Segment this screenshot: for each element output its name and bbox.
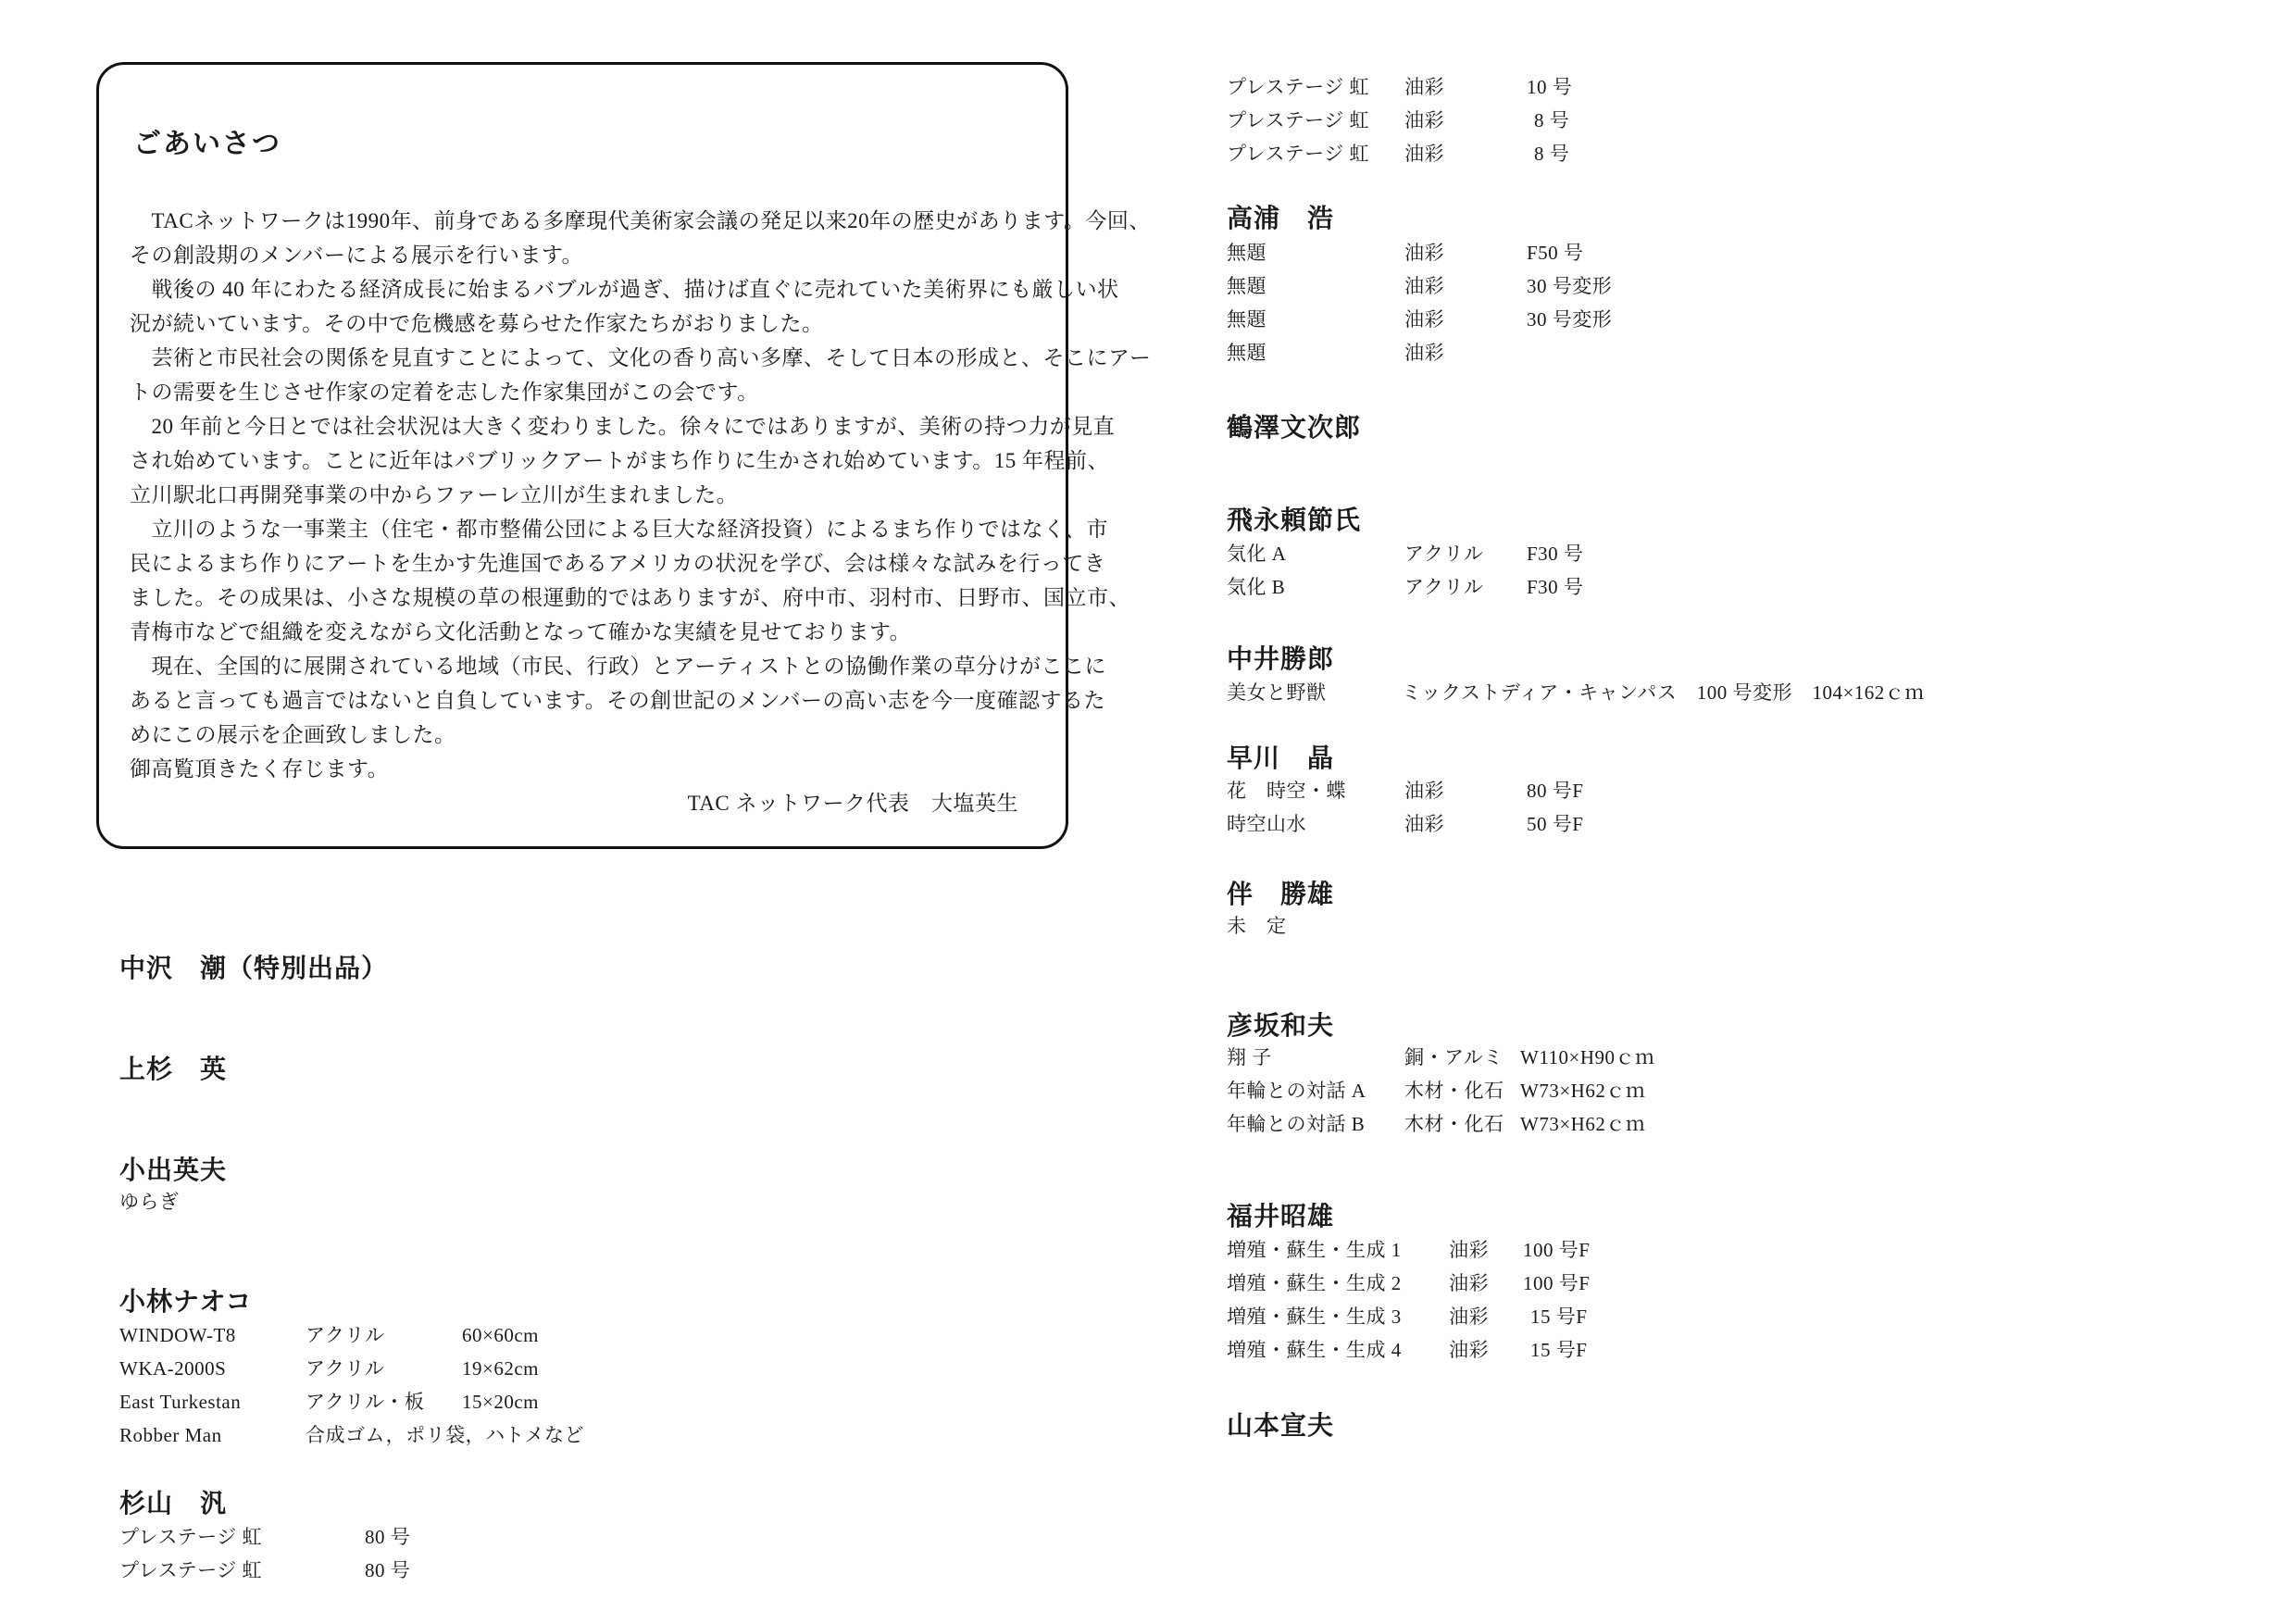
greeting-line: あると言っても過言ではないと自負しています。その創世記のメンバーの高い志を今一度確認するた [130, 689, 1106, 712]
work-title: 気化 B [1227, 576, 1286, 598]
work-row [1227, 774, 1583, 807]
works-sugiyama [119, 1520, 410, 1587]
work-medium: 油彩 [1449, 1239, 1489, 1261]
work-row [1227, 104, 1572, 137]
greeting-line: 戦後の 40 年にわたる経済成長に始まるバブルが過ぎ、描けば直ぐに売れていた美術界にも厳しい状 [130, 278, 1119, 301]
work-title: WKA-2000S [119, 1357, 227, 1380]
work-size: 30 号変形 [1527, 308, 1613, 331]
works-tobinaga [1227, 537, 1583, 604]
work-title: 無題 [1227, 342, 1267, 364]
work-size [1527, 336, 1612, 369]
work-row [1227, 1267, 1590, 1300]
work-size: F50 号 [1527, 242, 1584, 264]
work-size: W110×H90ｃｍ [1520, 1046, 1655, 1068]
work-medium: 油彩 [1404, 813, 1444, 835]
work-medium: 油彩 [1404, 76, 1444, 98]
work-size: 15 号F [1530, 1305, 1588, 1328]
work-title: 無題 [1227, 242, 1267, 264]
work-row [1227, 570, 1583, 604]
greeting-line: 青梅市などで組織を変えながら文化活動となって確かな実績を見せております。 [130, 620, 912, 643]
work-row [1227, 70, 1572, 104]
greeting-line: 民によるまち作りにアートを生かす先進国であるアメリカの状況を学び、会は様々な試みを行ってき [130, 552, 1106, 575]
work-row [119, 1352, 584, 1385]
work-medium: 油彩 [1449, 1305, 1489, 1328]
works-takaura [1227, 236, 1612, 369]
work-medium: 油彩 [1404, 780, 1444, 802]
work-row [1227, 1233, 1590, 1267]
work-medium: 油彩 [1449, 1272, 1489, 1294]
work-medium: 油彩 [1404, 143, 1444, 165]
artist-name-yamamoto: 山本宣夫 [1227, 1411, 1335, 1440]
work-title: Robber Man [119, 1424, 222, 1446]
work-size: 100 号F [1523, 1272, 1591, 1294]
work-size: 8 号 [1534, 143, 1570, 165]
work-title: 無題 [1227, 308, 1267, 331]
work-medium: 合成ゴム，ポリ袋，ハトメなど [306, 1424, 584, 1446]
greeting-line: 20 年前と今日とでは社会状況は大きく変わりました。徐々にではありますが、美術の持つ力が見直 [130, 415, 1116, 438]
greeting-line: トの需要を生じさせ作家の定着を志した作家集団がこの会です。 [130, 381, 759, 404]
work-title: 増殖・蘇生・生成 4 [1227, 1339, 1402, 1361]
greeting-box [96, 62, 1152, 849]
greeting-line: めにこの展示を企画致しました。 [130, 723, 456, 746]
work-size: 30 号変形 [1527, 275, 1613, 297]
work-size: 100 号F [1523, 1239, 1591, 1261]
work-size: 80 号F [1527, 780, 1584, 802]
work-title: 無題 [1227, 275, 1267, 297]
work-medium: 油彩 [1404, 109, 1444, 131]
work-medium: アクリル [1404, 576, 1484, 598]
work-medium: 油彩 [1449, 1339, 1489, 1361]
works-hikosaka [1227, 1041, 1655, 1141]
work-medium: アクリル・板 [306, 1391, 425, 1413]
greeting-line: その創設期のメンバーによる展示を行います。 [130, 244, 584, 267]
artist-name-kobayashi: 小林ナオコ [119, 1287, 253, 1316]
work-medium: 油彩 [1404, 275, 1444, 297]
artist-name-fukui: 福井昭雄 [1227, 1202, 1335, 1230]
artist-name-sugiyama: 杉山 汎 [119, 1489, 228, 1518]
greeting-line: 況が続いています。その中で危機感を募らせた作家たちがおりました。 [130, 312, 824, 335]
work-size: 60×60cm [462, 1324, 539, 1346]
work-size: F30 号 [1527, 576, 1584, 598]
greeting-line: 現在、全国的に展開されている地域（市民、行政）とアーティストとの協働作業の草分けがここに [130, 655, 1106, 678]
work-title: プレステージ 虹 [1227, 143, 1369, 165]
work-title: 美女と野獣 [1227, 681, 1327, 704]
work-size: 15 号F [1530, 1339, 1588, 1361]
work-row [1227, 1074, 1655, 1107]
greeting-line: され始めています。ことに近年はパブリックアートがまち作りに生かされ始めています。15 年程前、 [130, 449, 1110, 472]
artist-name-nakazawa: 中沢 潮（特別出品） [119, 954, 389, 982]
work-row [1227, 909, 1402, 943]
work-row [1227, 807, 1583, 841]
artist-name-tsuruzawa: 鶴澤文次郎 [1227, 413, 1362, 442]
work-detail: ミックストディア・キャンパス 100 号変形 104×162ｃｍ [1402, 681, 1925, 704]
work-medium: 木材・化石 [1404, 1113, 1504, 1135]
work-title: 未 定 [1227, 915, 1287, 937]
works-koide [119, 1185, 294, 1218]
work-medium: アクリル [1404, 543, 1484, 565]
work-size: 50 号F [1527, 813, 1584, 835]
artist-name-hayakawa: 早川 晶 [1227, 743, 1335, 772]
work-size: 8 号 [1534, 109, 1570, 131]
work-title: 翔 子 [1227, 1046, 1272, 1068]
work-title: WINDOW-T8 [119, 1324, 236, 1346]
greeting-line: ました。その成果は、小さな規模の草の根運動的ではありますが、府中市、羽村市、日野市、国立市、 [130, 586, 1130, 609]
works-sugiyama-continued [1227, 70, 1572, 170]
work-title: 増殖・蘇生・生成 3 [1227, 1305, 1402, 1328]
work-row [1227, 1333, 1590, 1367]
greeting-line: 芸術と市民社会の関係を見直すことによって、文化の香り高い多摩、そして日本の形成と、そこにアー [130, 346, 1152, 369]
greeting-line: TACネットワークは1990年、前身である多摩現代美術家会議の発足以来20年の歴史があります。今回、 [130, 209, 1151, 232]
work-row [119, 1554, 410, 1587]
artist-name-ban: 伴 勝雄 [1227, 880, 1335, 908]
greeting-body [130, 204, 1152, 820]
work-row [1227, 1041, 1655, 1074]
work-size: W73×H62ｃｍ [1520, 1080, 1646, 1102]
work-medium: 油彩 [1404, 342, 1444, 364]
work-size: 19×62cm [462, 1357, 539, 1380]
work-medium: 油彩 [1404, 242, 1444, 264]
work-row [119, 1418, 584, 1452]
artist-name-takaura: 高浦 浩 [1227, 204, 1335, 232]
artist-name-tobinaga: 飛永頼節氏 [1227, 506, 1362, 534]
work-title: プレステージ 虹 [1227, 76, 1369, 98]
work-title: 増殖・蘇生・生成 2 [1227, 1272, 1402, 1294]
work-size: W73×H62ｃｍ [1520, 1113, 1646, 1135]
works-hayakawa [1227, 774, 1583, 841]
greeting-line: 御高覧頂きたく存じます。 [130, 757, 390, 781]
work-medium: 木材・化石 [1404, 1080, 1504, 1102]
work-row [1227, 336, 1612, 369]
work-title: East Turkestan [119, 1391, 242, 1413]
work-size: 15×20cm [462, 1391, 539, 1413]
work-row [1227, 303, 1612, 336]
work-row [1227, 236, 1612, 269]
works-fukui [1227, 1233, 1590, 1367]
works-nakai [1227, 676, 1925, 709]
work-row [119, 1185, 294, 1218]
work-size: F30 号 [1527, 543, 1584, 565]
work-medium: 油彩 [1404, 308, 1444, 331]
work-row [1227, 537, 1583, 570]
work-medium: 銅・アルミ [1404, 1046, 1504, 1068]
artist-name-hikosaka: 彦坂和夫 [1227, 1011, 1335, 1040]
work-row [1227, 1300, 1590, 1333]
greeting-title: ごあいさつ [133, 129, 281, 159]
work-title: プレステージ 虹 [1227, 109, 1369, 131]
works-ban [1227, 909, 1402, 943]
work-medium: アクリル [306, 1357, 385, 1380]
work-title: 年輪との対話 A [1227, 1080, 1366, 1102]
work-row [1227, 137, 1572, 170]
work-row [119, 1520, 410, 1554]
work-row [1227, 676, 1925, 709]
work-size: 80 号 [365, 1526, 411, 1548]
work-size: 10 号 [1527, 76, 1573, 98]
work-title: 気化 A [1227, 543, 1287, 565]
work-row [119, 1318, 584, 1352]
work-medium: アクリル [306, 1324, 385, 1346]
work-row [1227, 1107, 1655, 1141]
artist-name-uesugi: 上杉 英 [119, 1055, 228, 1083]
greeting-line: 立川のような一事業主（住宅・都市整備公団による巨大な経済投資）によるまち作りではなく、市 [130, 518, 1109, 541]
works-kobayashi [119, 1318, 584, 1452]
artist-name-koide: 小出英夫 [119, 1156, 228, 1184]
greeting-line: 立川駅北口再開発事業の中からファーレ立川が生まれました。 [130, 483, 739, 506]
greeting-signature: TAC ネットワーク代表 大塩英生 [687, 792, 1018, 815]
work-title: ゆらぎ [119, 1191, 180, 1213]
work-row [1227, 269, 1612, 303]
work-title: 年輪との対話 B [1227, 1113, 1366, 1135]
work-title: プレステージ 虹 [119, 1559, 262, 1581]
work-size: 80 号 [365, 1559, 411, 1581]
work-title: 時空山水 [1227, 813, 1306, 835]
work-title: プレステージ 虹 [119, 1526, 262, 1548]
artist-name-nakai: 中井勝郎 [1227, 644, 1335, 673]
work-title: 花 時空・蝶 [1227, 780, 1346, 802]
work-row [119, 1385, 584, 1418]
work-title: 増殖・蘇生・生成 1 [1227, 1239, 1402, 1261]
